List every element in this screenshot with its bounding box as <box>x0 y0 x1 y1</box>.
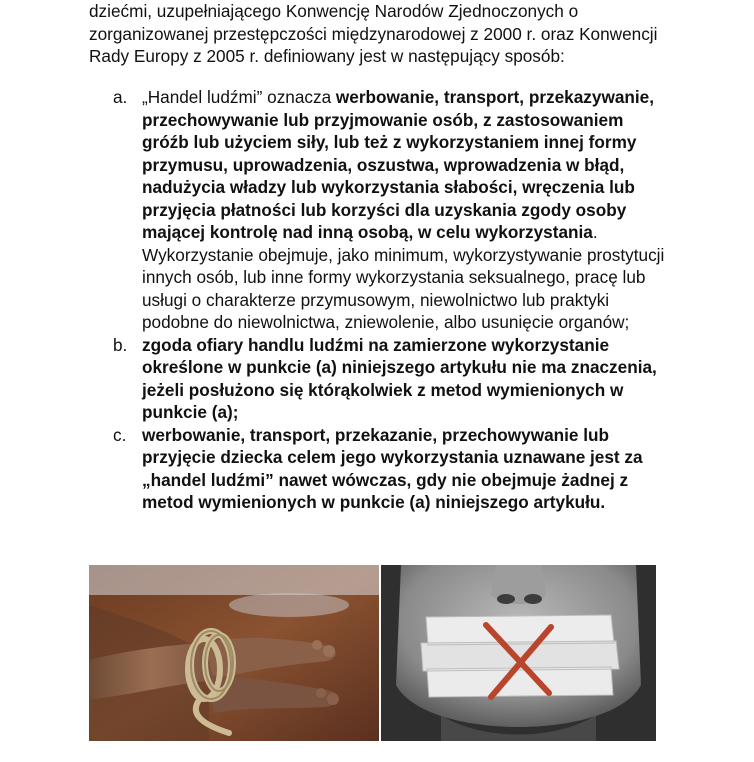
intro-paragraph: dziećmi, uzupełniającego Konwencję Narodów Zjednoczonych o zorganizowanej przestępczości międzynarodowej z 2000 r. oraz Konwencji Rady Europy z 2005 r. definiowany jest w następujący sposób: <box>89 1 658 66</box>
list-marker: a. <box>113 87 128 107</box>
list-item-b <box>113 334 673 424</box>
list-item-c <box>113 424 673 514</box>
list-marker: b. <box>113 334 128 355</box>
item-a-bold: werbowanie, transport, przekazywanie, przechowywanie lub przyjmowanie osób, z zastosowaniem gróźb lub użyciem siły, lub też z wykorzystaniem innej formy przymusu, uprowadzenia, oszustwa, wprowadzenia w błąd, nadużycia władzy lub wykorzystania słabości, wręczenia lub przyjęcia płatności lub korzyści dla uzyskania zgody osoby mającej kontrolę nad inną osobą, w celu wykorzystania <box>142 87 654 242</box>
item-a-tail: . Wykorzystanie obejmuje, jako minimum, wykorzystywanie prostytucji innych osób, lub inne formy wykorzystania seksualnego, pracę lub usługi o charakterze przymusowym, niewolnictwo lub praktyki podobne do niewolnictwa, zniewolenie, albo usunięcie organów; <box>142 222 665 332</box>
photo-taped-mouth <box>381 565 656 741</box>
photo-bound-feet <box>89 565 379 741</box>
list-marker: c. <box>113 424 127 445</box>
item-c-bold: werbowanie, transport, przekazanie, przechowywanie lub przyjęcie dziecka celem jego wykorzystania uznawane jest za „handel ludźmi” nawet wówczas, gdy nie obejmuje żadnej z metod wymienionych w punkcie (a) niniejszego artykułu. <box>142 424 643 512</box>
definition-list <box>113 86 673 514</box>
item-b-bold: zgoda ofiary handlu ludźmi na zamierzone wykorzystanie określone w punkcie (a) niniejszego artykułu nie ma znaczenia, jeżeli posłużono się którąkolwiek z metod wymienionych w punkcie (a); <box>142 334 657 422</box>
item-a-lead: „Handel ludźmi” oznacza <box>142 87 336 107</box>
list-item-a <box>113 86 673 334</box>
